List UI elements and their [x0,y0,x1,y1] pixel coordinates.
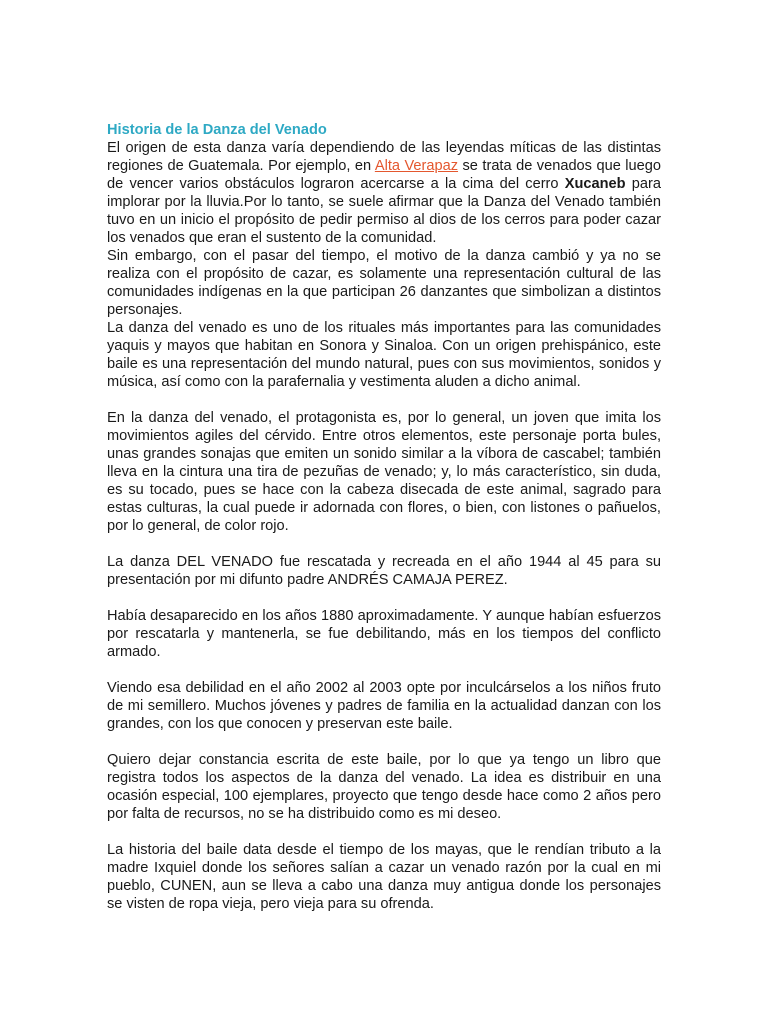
paragraph-weakness: Viendo esa debilidad en el año 2002 al 2003 opte por inculcárselos a los niños fruto de mi semillero. Muchos jóvenes y padres de familia en la actualidad danzan con los grandes, con los que conocen y preservan este baile. [107,680,661,732]
document-title: Historia de la Danza del Venado [107,122,327,138]
xucaneb-bold: Xucaneb [564,176,626,192]
paragraph-disappeared: Había desaparecido en los años 1880 aproximadamente. Y aunque habían esfuerzos por rescatarla y mantenerla, se fue debilitando, más en los tiempos del conflicto armado. [107,608,661,660]
paragraph-rescue: La danza DEL VENADO fue rescatada y recreada en el año 1944 al 45 para su presentación por mi difunto padre ANDRÉS CAMAJA PEREZ. [107,554,661,588]
paragraph-change: Sin embargo, con el pasar del tiempo, el motivo de la danza cambió y ya no se realiza con el propósito de cazar, es solamente una representación cultural de las comunidades indígenas en la que participan 26 danzantes que simbolizan a distintos personajes. [107,248,661,318]
paragraph-history: La historia del baile data desde el tiempo de los mayas, que le rendían tributo a la madre Ixquiel donde los señores salían a cazar un venado razón por la cual en mi pueblo, CUNEN, aun se lleva a cabo una danza muy antigua donde los personajes se visten de ropa vieja, pero vieja para su ofrenda. [107,842,661,912]
document-page [107,121,661,913]
paragraph-protagonist: En la danza del venado, el protagonista es, por lo general, un joven que imita los movimientos agiles del cérvido. Entre otros elementos, este personaje porta bules, unas grandes sonajas que emiten un sonido similar a la víbora de cascabel; también lleva en la cintura una tira de pezuñas de venado; y, lo más característico, sin duda, es su tocado, pues se hace con la cabeza disecada de este animal, sagrado para estas culturas, la cual puede ir adornada con flores, o bien, con listones o pañuelos, por lo general, de color rojo. [107,410,661,534]
paragraph-book: Quiero dejar constancia escrita de este baile, por lo que ya tengo un libro que registra todos los aspectos de la danza del venado. La idea es distribuir en una ocasión especial, 100 ejemplares, proyecto que tengo desde hace como 2 años pero por falta de recursos, no se ha distribuido como es mi deseo. [107,752,661,822]
paragraph-origin-text-3: para implorar por la lluvia.Por lo tanto, se suele afirmar que la Danza del Venado también tuvo en un inicio el propósito de pedir permiso al dios de los cerros para poder cazar los venados que eran el sustento de la comunidad. [107,176,662,246]
paragraph-yaquis-mayos: La danza del venado es uno de los rituales más importantes para las comunidades yaquis y mayos que habitan en Sonora y Sinaloa. Con un origen prehispánico, este baile es una representación del mundo natural, pues con sus movimientos, sonidos y música, así como con la parafernalia y vestimenta aluden a dicho animal. [107,320,661,390]
paragraph-origin-text-2: se trata de venados que luego de vencer varios obstáculos lograron acercarse a la cima del cerro [107,158,661,192]
paragraph-origin-text-1: El origen de esta danza varía dependiendo de las leyendas míticas de las distintas regiones de Guatemala. Por ejemplo, en [107,140,661,174]
paragraph-origin [107,139,661,247]
alta-verapaz-link[interactable]: Alta Verapaz [374,158,459,174]
